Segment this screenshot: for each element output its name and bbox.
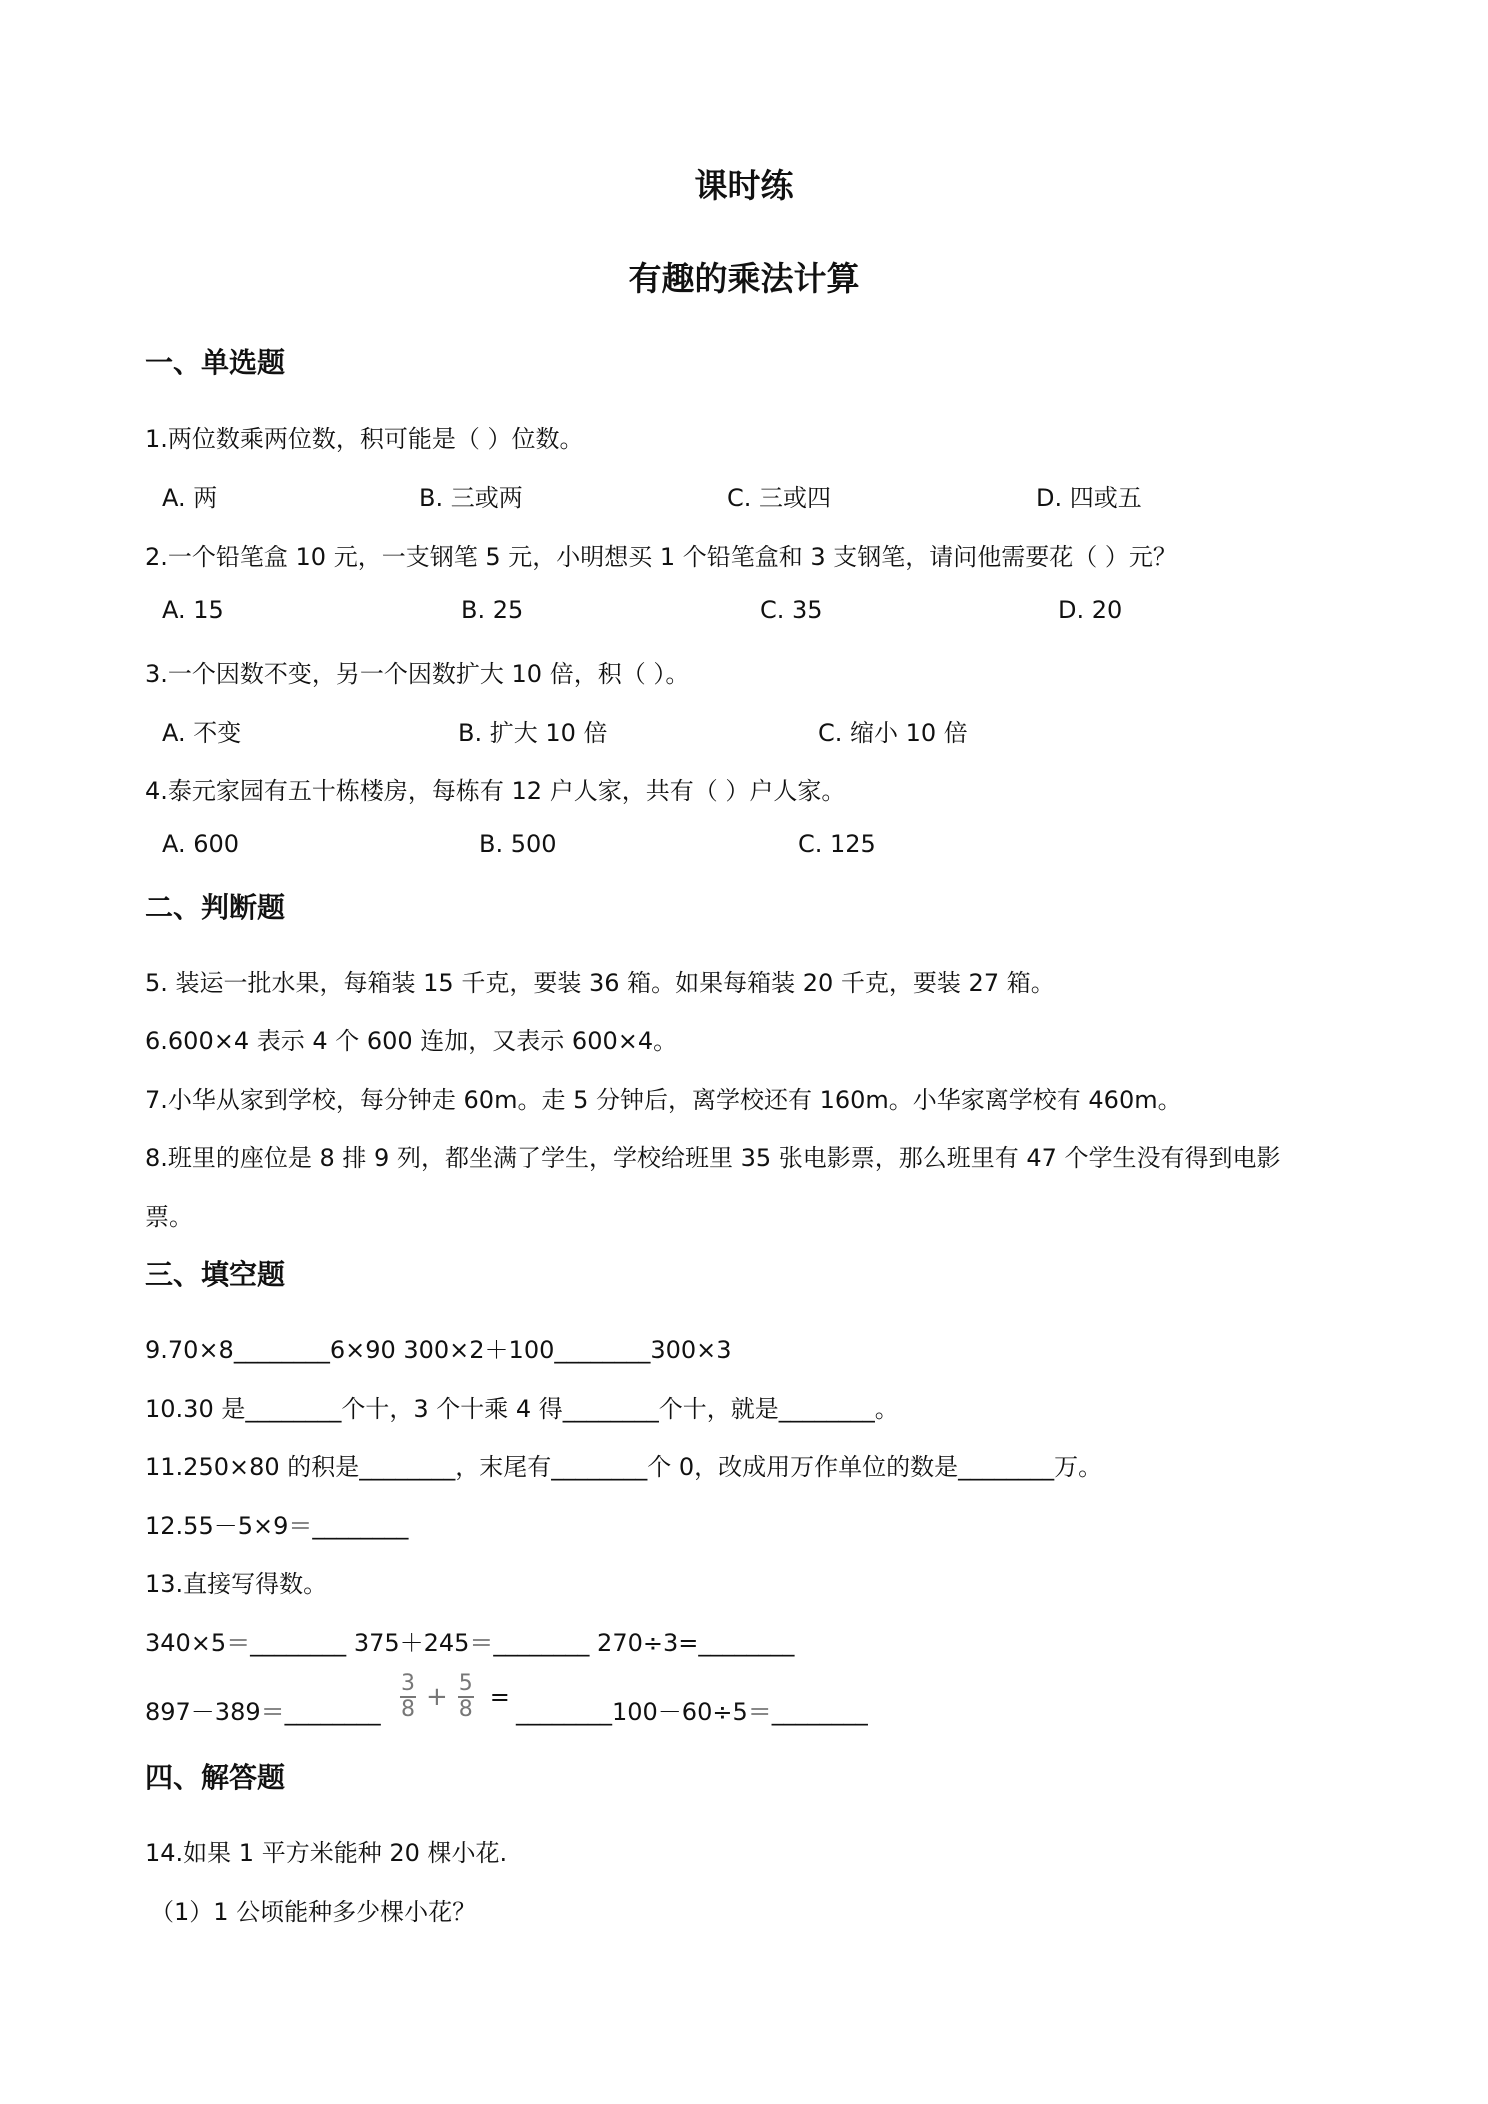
question-13-row-2b: ________100－60÷5＝________ <box>516 1698 868 1726</box>
question-13-row-1: 340×5＝________ 375＋245＝________ 270÷3=________ <box>145 1629 795 1657</box>
q3-option-a: A. 不变 <box>162 719 242 747</box>
q2-option-d: D. 20 <box>1058 596 1123 624</box>
question-5: 5. 装运一批水果，每箱装 15 千克，要装 36 箱。如果每箱装 20 千克，要装 27 箱。 <box>145 969 1055 997</box>
question-14: 14.如果 1 平方米能种 20 棵小花. <box>145 1839 508 1867</box>
section-heading-single-choice: 一、单选题 <box>145 346 286 379</box>
question-10: 10.30 是________个十，3 个十乘 4 得________个十，就是________。 <box>145 1395 899 1423</box>
document-title: 课时练 <box>694 166 794 205</box>
question-6: 6.600×4 表示 4 个 600 连加，又表示 600×4。 <box>145 1027 678 1055</box>
q4-option-c: C. 125 <box>798 830 876 858</box>
section-heading-judgement: 二、判断题 <box>145 891 286 924</box>
equals-sign: = <box>489 1683 510 1711</box>
question-13-row-2a: 897－389＝________ <box>145 1698 381 1726</box>
question-8: 8.班里的座位是 8 排 9 列，都坐满了学生，学校给班里 35 张电影票，那么班里有 47 个学生没有得到电影 <box>145 1144 1281 1172</box>
question-7: 7.小华从家到学校，每分钟走 60m。走 5 分钟后，离学校还有 160m。小华家离学校有 460m。 <box>145 1086 1182 1114</box>
plus-sign: + <box>426 1682 448 1712</box>
q3-option-b: B. 扩大 10 倍 <box>458 719 608 747</box>
q4-option-a: A. 600 <box>162 830 240 858</box>
question-2: 2.一个铅笔盒 10 元，一支钢笔 5 元，小明想买 1 个铅笔盒和 3 支钢笔，请问他需要花（ ）元？ <box>145 543 1177 571</box>
question-1: 1.两位数乘两位数，积可能是（ ）位数。 <box>145 425 584 453</box>
section-heading-answer: 四、解答题 <box>145 1761 286 1794</box>
question-12: 12.55－5×9＝________ <box>145 1512 409 1540</box>
q1-option-a: A. 两 <box>162 484 218 512</box>
question-4: 4.泰元家园有五十栋楼房，每栋有 12 户人家，共有（ ）户人家。 <box>145 777 846 805</box>
question-3: 3.一个因数不变，另一个因数扩大 10 倍，积（ ）。 <box>145 660 690 688</box>
fraction-b-numerator: 5 <box>458 1671 473 1696</box>
q1-option-b: B. 三或两 <box>419 484 523 512</box>
q4-option-b: B. 500 <box>479 830 557 858</box>
fraction-a-denominator: 8 <box>401 1697 415 1722</box>
question-14-part-1: （1）1 公顷能种多少棵小花？ <box>150 1898 477 1926</box>
q2-option-b: B. 25 <box>461 596 524 624</box>
q1-option-c: C. 三或四 <box>727 484 832 512</box>
fraction-b <box>458 1673 474 1721</box>
q1-option-d: D. 四或五 <box>1036 484 1142 512</box>
fraction-a <box>400 1673 416 1721</box>
fraction-b-denominator: 8 <box>458 1697 473 1722</box>
fraction-a-numerator: 3 <box>401 1671 415 1696</box>
fraction-expression <box>400 1673 510 1721</box>
q2-option-c: C. 35 <box>760 596 823 624</box>
question-13: 13.直接写得数。 <box>145 1570 328 1598</box>
section-heading-fill-blank: 三、填空题 <box>145 1258 286 1291</box>
question-8-continued: 票。 <box>145 1203 193 1231</box>
q3-option-c: C. 缩小 10 倍 <box>818 719 968 747</box>
document-subtitle: 有趣的乘法计算 <box>628 259 860 298</box>
question-11: 11.250×80 的积是________，末尾有________个 0，改成用万作单位的数是________万。 <box>145 1453 1103 1481</box>
question-9: 9.70×8________6×90 300×2＋100________300×3 <box>145 1336 732 1364</box>
q2-option-a: A. 15 <box>162 596 224 624</box>
